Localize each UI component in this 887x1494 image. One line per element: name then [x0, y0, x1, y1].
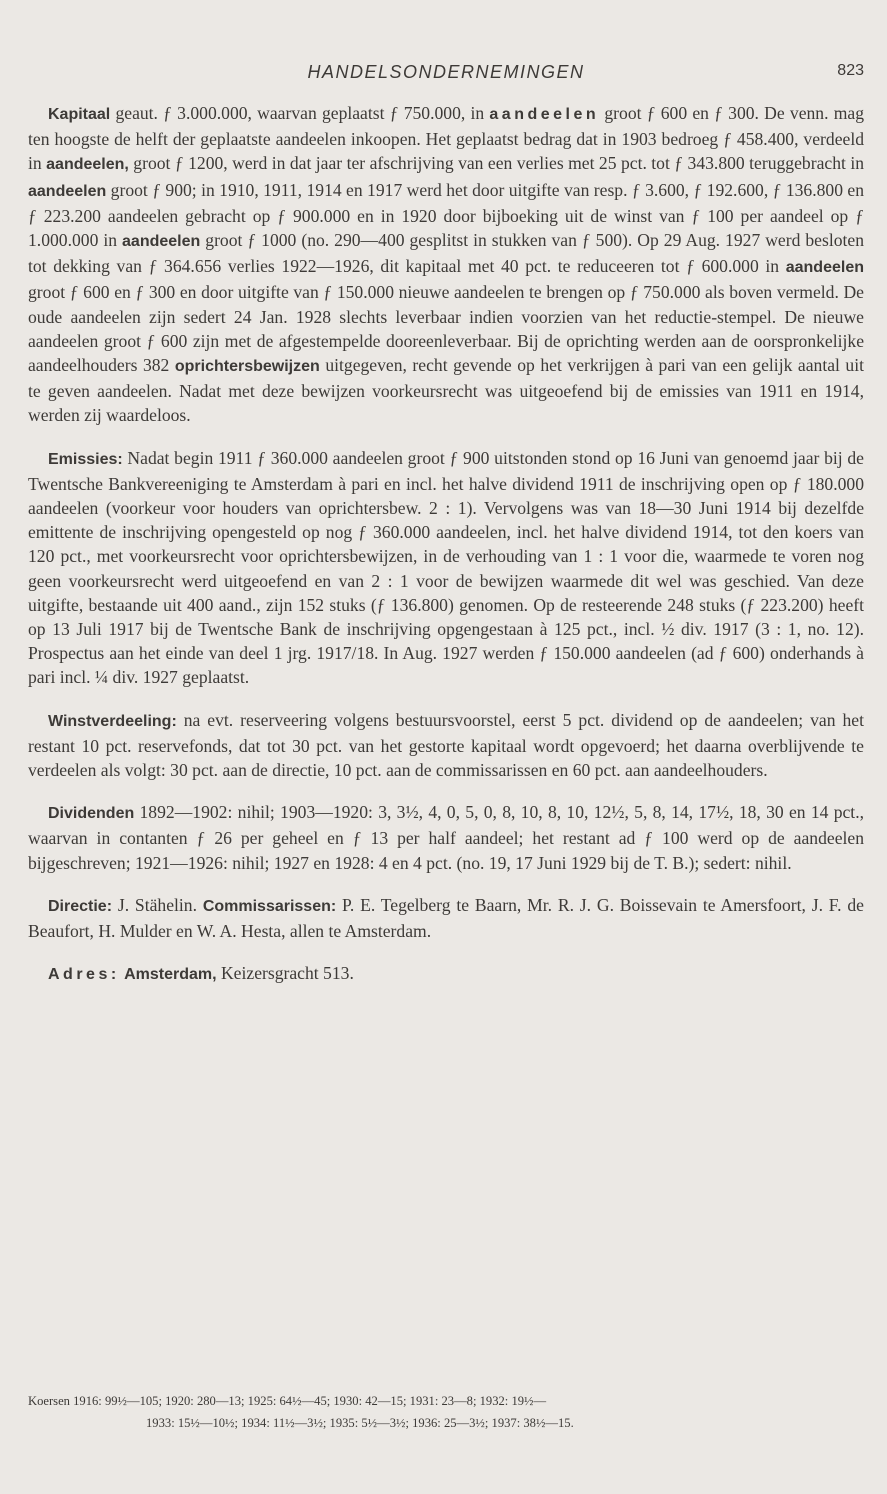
- body-text: [28, 101, 864, 1006]
- dividenden-text: 1892—1902: nihil; 1903—1920: 3, 3½, 4, 0, 5, 0, 8, 10, 8, 10, 12½, 5, 8, 14, 17½, 18, 30 en 14 pct., waarvan in contanten ƒ 26 per geheel en ƒ 13 per half aandeel; het restant ad ƒ 100 werd op de aandeelen bijgeschreven; 1921—1926: nihil; 1927 en 1928: 4 en 4 pct. (no. 19, 17 Juni 1929 bij de T. B.); sedert: nihil.: [28, 802, 864, 873]
- kapitaal-paragraph: [28, 101, 864, 428]
- adres-label: Adres:: [48, 966, 120, 984]
- emissies-label: Emissies:: [48, 450, 123, 468]
- directie-paragraph: [28, 893, 864, 943]
- kapitaal-bold-6: oprichtersbewijzen: [174, 358, 320, 376]
- winstverdeeling-text: na evt. reserveering volgens bestuursvoorstel, eerst 5 pct. dividend op de aandeelen; van het restant 10 pct. reservefonds, dat tot 30 pct. van het gestorte kapitaal wordt opgevoerd; het daarna overblijvende te verdeelen als volgt: 30 pct. aan de directie, 10 pct. aan de commissarissen en 60 pct. aan aandeelhouders.: [28, 709, 864, 781]
- running-header: [28, 62, 864, 86]
- kapitaal-text-6: groot ƒ 600 en ƒ 300 en door uitgifte van ƒ 150.000 nieuwe aandeelen te brengen op ƒ 750.000 als boven vermeld. De oude aandeelen zijn sedert 24 Jan. 1928 slechts leverbaar indien voorzien van het reductie-stempel. De nieuwe aandeelen groot ƒ 600 zijn met de afgestempelde dooreenleverbaar. Bij de oprichting werden aan de oorspronkelijke aandeelhouders 382: [28, 282, 864, 376]
- page-number: 823: [837, 62, 864, 79]
- koersen-block: [28, 1390, 864, 1434]
- directie-label: Directie:: [48, 897, 113, 915]
- koersen-line-1: Koersen 1916: 99½—105; 1920: 280—13; 1925: 64½—45; 1930: 42—15; 1931: 23—8; 1932: 19½—: [28, 1394, 547, 1408]
- emissies-paragraph: [28, 446, 864, 690]
- kapitaal-text-1: geaut. ƒ 3.000.000, waarvan geplaatst ƒ 750.000, in: [110, 103, 490, 123]
- koersen-line-2: 1933: 15½—10½; 1934: 11½—3½; 1935: 5½—3½; 1936: 25—3½; 1937: 38½—15.: [146, 1416, 574, 1430]
- kapitaal-label: Kapitaal: [48, 106, 111, 123]
- kapitaal-text-7: uitgegeven, recht gevende op het verkrijgen à pari van een gelijk aantal uit te geven aandeelen. Nadat met deze bewijzen voorkeursrecht was uitgeoefend bij de emissies van 1911 en 1914, werden zij waardeloos.: [28, 355, 864, 426]
- dividenden-label: Dividenden: [48, 805, 135, 823]
- emissies-text: Nadat begin 1911 ƒ 360.000 aandeelen groot ƒ 900 uitstonden stond op 16 Juni van genoemd jaar bij de Twentsche Bankvereeniging te Amsterdam à pari en incl. het halve dividend 1911 de inschrijving open op ƒ 180.000 aandeelen (voorkeur voor houders van oprichtersbew. 2 : 1). Vervolgens was van 18—30 Juni 1914 bij dezelfde emittente de inschrijving opengesteld op nog ƒ 360.000 aandeelen, incl. het halve dividend 1914, tot den koers van 120 pct., met voorkeursrecht voor oprichtersbewijzen, in de verhouding van 1 : 1 voor die, waarmede te voren nog geen voorkeursrecht werd uitgeoefend en van 2 : 1 voor de bewijzen waarmede dit wel was geschied. Van deze uitgifte, bestaande uit 400 aand., zijn 152 stuks (ƒ 136.800) genomen. Op de resteerende 248 stuks (ƒ 223.200) heeft op 13 Juli 1917 bij de Twentsche Bank de inschrijving opgengestaan à 125 pct., incl. ½ div. 1917 (3 : 1, no. 12). Prospectus aan het einde van deel 1 jrg. 1917/18. In Aug. 1927 werden ƒ 150.000 aandeelen (ad ƒ 600) onderhands à pari incl. ¼ div. 1927 geplaatst.: [28, 447, 864, 688]
- kapitaal-bold-2: aandeelen,: [46, 156, 129, 174]
- commissarissen-text: P. E. Tegelberg te Baarn, Mr. R. J. G. Boissevain te Amersfoort, J. F. de Beaufort, H. Mulder en W. A. Hesta, allen te Amsterdam.: [28, 894, 864, 942]
- adres-city: Amsterdam,: [124, 966, 217, 984]
- header-title: HANDELSONDERNEMINGEN: [307, 62, 585, 82]
- winstverdeeling-paragraph: [28, 708, 864, 783]
- kapitaal-bold-4: aandeelen: [122, 233, 201, 251]
- kapitaal-bold-1: aandeelen: [489, 106, 600, 123]
- directie-text: J. Stähelin.: [112, 894, 203, 915]
- winstverdeeling-label: Winstverdeeling:: [48, 712, 177, 730]
- commissarissen-label: Commissarissen:: [202, 897, 337, 915]
- kapitaal-text-3: groot ƒ 1200, werd in dat jaar ter afschrijving van een verlies met 25 pct. tot ƒ 343.800 teruggebracht in: [128, 153, 865, 174]
- kapitaal-bold-5: aandeelen: [785, 259, 864, 277]
- kapitaal-text-2: groot ƒ 600 en ƒ 300. De venn. mag ten hoogste de helft der geplaatste aandeelen inkoopen. Het geplaatst bedrag dat in 1903 bedroeg ƒ 458.400, verdeeld in: [28, 103, 864, 174]
- adres-paragraph: [28, 961, 864, 987]
- kapitaal-bold-3: aandeelen: [28, 182, 107, 200]
- kapitaal-text-5: groot ƒ 1000 (no. 290—400 gesplitst in stukken van ƒ 500). Op 29 Aug. 1927 werd besloten tot dekking van ƒ 364.656 verlies 1922—1926, dit kapitaal met 40 pct. te reduceeren tot ƒ 600.000 in: [28, 230, 864, 277]
- dividenden-paragraph: [28, 800, 864, 875]
- adres-street: Keizersgracht 513.: [216, 963, 354, 984]
- kapitaal-text-4: groot ƒ 900; in 1910, 1911, 1914 en 1917 werd het door uitgifte van resp. ƒ 3.600, ƒ 192.600, ƒ 136.800 en ƒ 223.200 aandeelen gebracht op ƒ 900.000 en in 1920 door bijboeking uit de winst van ƒ 100 per aandeel op ƒ 1.000.000 in: [28, 179, 865, 251]
